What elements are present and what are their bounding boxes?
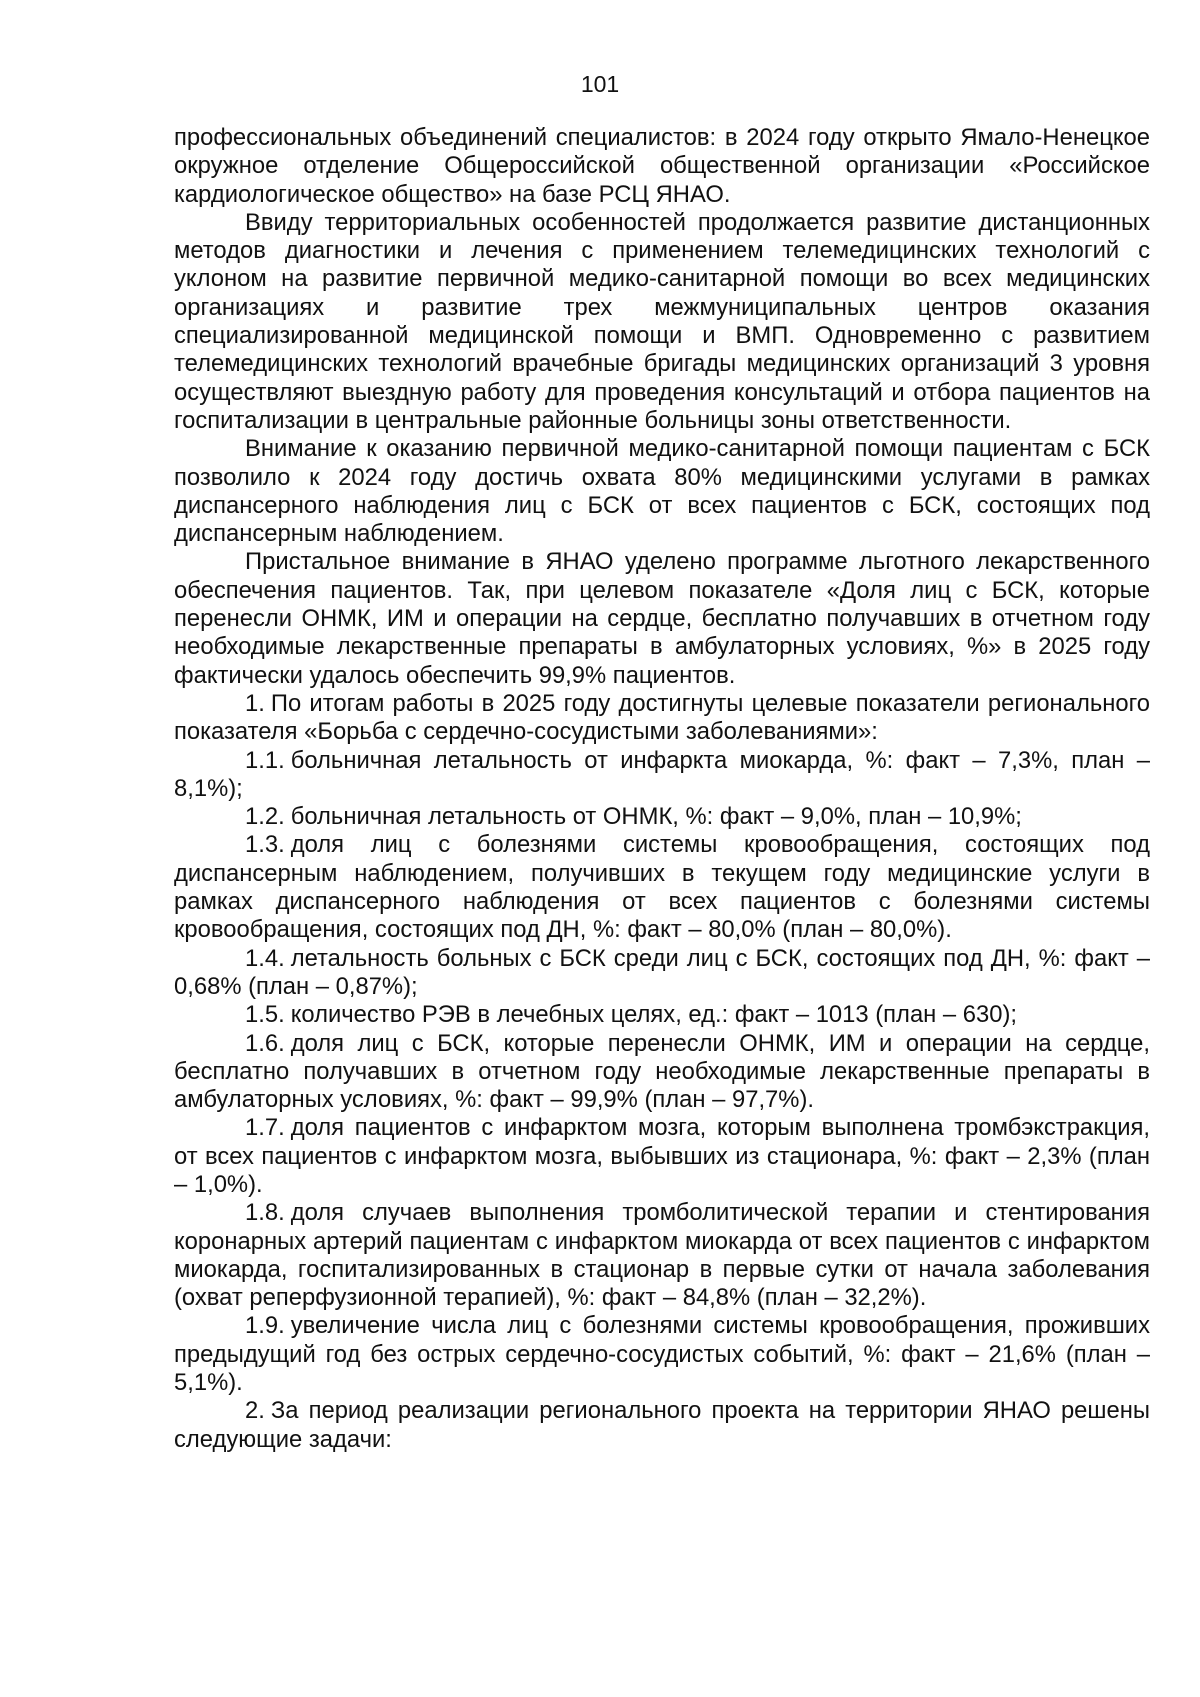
paragraph-text: Пристальное внимание в ЯНАО уделено программе льготного лекарственного обеспечения пациентов. Так, при целевом показателе «Доля лиц с БСК, которые перенесли ОНМК, ИМ и операции на сердце, бесплатно получавших в отчетном году необходимые лекарственные препараты в амбулаторных условиях, %» в 2025 году фактически удалось обеспечить 99,9% пациентов. — [174, 548, 1150, 689]
list-item-number: 1.6. — [245, 1029, 285, 1057]
list-item-text: количество РЭВ в лечебных целях, ед.: факт – 1013 (план – 630); — [290, 1001, 1018, 1029]
list-item-text: доля лиц с болезнями системы кровообращения, состоящих под диспансерным наблюдением, получивших в текущем году медицинские услуги в рамках диспансерного наблюдения от всех пациентов с болезнями системы кровообращения, состоящих под ДН, %: факт – 80,0% (план – 80,0%). — [174, 831, 1150, 944]
list-item — [174, 747, 1150, 804]
document-body — [174, 124, 1150, 1454]
paragraph-text: Внимание к оказанию первичной медико-санитарной помощи пациентам с БСК позволило к 2024 году достичь охвата 80% медицинскими услугами в рамках диспансерного наблюдения лиц с БСК от всех пациентов с БСК, состоящих под диспансерным наблюдением. — [174, 435, 1150, 548]
list-item — [174, 1312, 1150, 1397]
list-item-text: За период реализации регионального проекта на территории ЯНАО решены следующие задачи: — [174, 1397, 1150, 1453]
list-item — [174, 945, 1150, 1002]
list-item — [174, 1030, 1150, 1115]
list-item — [174, 1114, 1150, 1199]
list-item-text: доля лиц с БСК, которые перенесли ОНМК, ИМ и операции на сердце, бесплатно получавших в отчетном году необходимые лекарственные препараты в амбулаторных условиях, %: факт – 99,9% (план – 97,7%). — [174, 1029, 1150, 1114]
list-item-number: 1.4. — [245, 944, 285, 972]
paragraph — [174, 435, 1150, 548]
paragraph — [174, 209, 1150, 435]
list-item-number: 1.9. — [245, 1312, 285, 1340]
paragraph-text: Ввиду территориальных особенностей продолжается развитие дистанционных методов диагностики и лечения с применением телемедицинских технологий с уклоном на развитие первичной медико-санитарной помощи во всех медицинских организациях и развитие трех межмуниципальных центров оказания специализированной медицинской помощи и ВМП. Одновременно с развитием телемедицинских технологий врачебные бригады медицинских организаций 3 уровня осуществляют выездную работу для проведения консультаций и отбора пациентов на госпитализации в центральные районные больницы зоны ответственности. — [174, 208, 1150, 434]
list-item-number: 1.8. — [245, 1199, 285, 1227]
paragraph-text: профессиональных объединений специалистов: в 2024 году открыто Ямало-Ненецкое окружное отделение Общероссийской общественной организации «Российское кардиологическое общество» на базе РСЦ ЯНАО. — [174, 124, 1150, 208]
list-item-number: 1.2. — [245, 803, 285, 831]
list-item-number: 1.1. — [245, 746, 285, 774]
list-item — [174, 1001, 1150, 1029]
list-item-number: 1. — [245, 689, 265, 717]
paragraph — [174, 124, 1150, 209]
list-item — [174, 803, 1150, 831]
list-item-text: доля пациентов с инфарктом мозга, которым выполнена тромбэкстракция, от всех пациентов с инфарктом мозга, выбывших из стационара, %: факт – 2,3% (план – 1,0%). — [174, 1114, 1150, 1198]
list-item-number: 2. — [245, 1397, 265, 1425]
list-item-text: больничная летальность от инфаркта миокарда, %: факт – 7,3%, план – 8,1%); — [174, 746, 1150, 802]
list-item-number: 1.7. — [245, 1114, 285, 1142]
list-item-number: 1.3. — [245, 831, 285, 859]
list-item-text: увеличение числа лиц с болезнями системы кровообращения, проживших предыдущий год без острых сердечно-сосудистых событий, %: факт – 21,6% (план – 5,1%). — [174, 1312, 1150, 1397]
list-item-text: По итогам работы в 2025 году достигнуты целевые показатели регионального показателя «Борьба с сердечно-сосудистыми заболеваниями»: — [174, 689, 1150, 746]
list-item-number: 1.5. — [245, 1001, 285, 1029]
list-item — [174, 831, 1150, 944]
list-item-text: летальность больных с БСК среди лиц с БСК, состоящих под ДН, %: факт – 0,68% (план – 0,87%); — [174, 944, 1150, 1000]
list-item — [174, 1199, 1150, 1312]
list-item-text: больничная летальность от ОНМК, %: факт – 9,0%, план – 10,9%; — [290, 803, 1022, 831]
list-item — [174, 1397, 1150, 1454]
paragraph — [174, 548, 1150, 689]
list-item-text: доля случаев выполнения тромболитической терапии и стентирования коронарных артерий пациентам с инфарктом миокарда от всех пациентов с инфарктом миокарда, госпитализированных в стационар в первые сутки от начала заболевания (охват реперфузионной терапией), %: факт – 84,8% (план – 32,2%). — [174, 1199, 1150, 1312]
page-number: 101 — [580, 71, 620, 97]
list-item — [174, 690, 1150, 747]
